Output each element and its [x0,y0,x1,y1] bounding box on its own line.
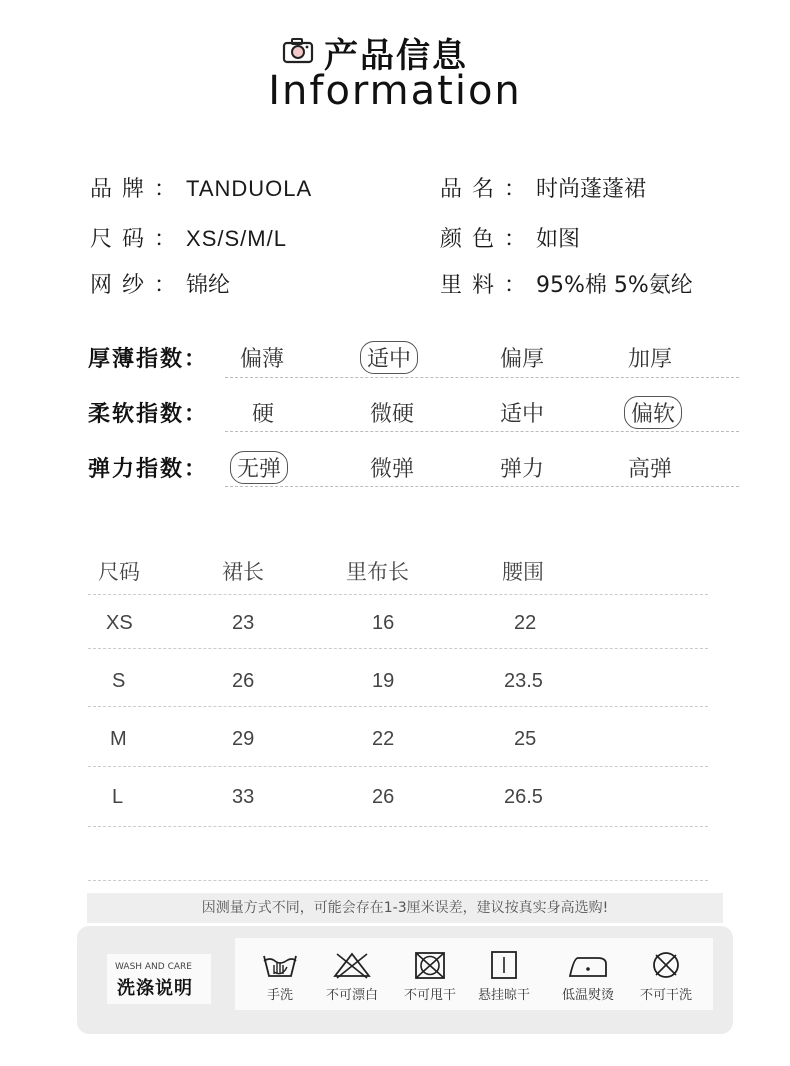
table-cell: 16 [372,612,395,634]
size-field [90,222,287,253]
lining-value: 95%棉 5%氨纶 [536,273,693,298]
scale-option: 硬 [252,402,275,427]
wash-care-title [107,954,211,1004]
wash-care-title-cn: 洗涤说明 [117,978,193,999]
care-item [317,950,387,1003]
divider [88,648,708,649]
scale-option: 适中 [500,402,545,427]
table-header: 裙长 [222,560,264,584]
table-cell: 19 [372,670,395,692]
divider [88,826,708,827]
brand-label: 品牌： [90,177,187,202]
wash-care-title-en: WASH AND CARE [115,962,192,972]
hand-wash-icon [245,950,315,980]
care-item [553,950,623,1003]
table-header: 尺码 [98,560,140,584]
color-field [440,222,580,253]
table-cell: 33 [232,786,255,808]
table-cell: 22 [372,728,395,750]
scale-option-selected: 偏软 [624,396,682,429]
care-item-label: 低温熨烫 [561,988,614,1003]
table-header: 腰围 [502,560,544,584]
table-cell: 26 [232,670,255,692]
care-item-label: 不可漂白 [325,988,378,1003]
lining-field [440,268,693,299]
color-value: 如图 [536,227,581,252]
scale-option-selected: 无弹 [230,451,288,484]
no-bleach-icon [317,950,387,980]
scale-option: 微弹 [370,457,415,482]
care-item-label: 不可甩干 [403,988,456,1003]
name-label: 品名： [440,177,537,202]
table-cell: 22 [514,612,537,634]
size-value: XS/S/M/L [186,226,287,251]
size-label: 尺码： [90,227,187,252]
wash-care-panel [77,926,733,1034]
scale-option: 高弹 [628,457,673,482]
scale-option: 偏薄 [240,347,285,372]
scale-label: 厚薄指数： [88,347,209,372]
mesh-field [90,268,230,299]
low-iron-icon [553,950,623,980]
care-item [631,950,701,1003]
scale-label: 弹力指数： [88,457,209,482]
camera-icon [282,36,314,68]
divider [88,594,708,595]
divider [225,486,739,487]
care-item [469,950,539,1003]
table-cell: 26.5 [504,786,543,808]
table-cell: 29 [232,728,255,750]
divider [225,431,739,432]
no-dry-clean-icon [631,950,701,980]
brand-value: TANDUOLA [186,176,313,201]
mesh-value: 锦纶 [186,273,231,298]
care-icons-row [235,938,713,1010]
page-title-en: Information [268,68,522,114]
table-cell: L [112,786,124,808]
table-cell: XS [106,612,133,634]
divider [88,766,708,767]
care-item [245,950,315,1003]
table-header: 里布长 [346,560,409,584]
table-cell: 23 [232,612,255,634]
no-tumble-dry-icon [395,950,465,980]
lining-label: 里料： [440,273,537,298]
care-item-label: 悬挂晾干 [477,988,530,1003]
table-cell: S [112,670,126,692]
divider [88,706,708,707]
scale-option-selected: 适中 [360,341,418,374]
scale-option: 微硬 [370,402,415,427]
scale-label: 柔软指数： [88,402,209,427]
line-dry-icon [469,950,539,980]
scale-option: 加厚 [628,347,673,372]
mesh-label: 网纱： [90,273,187,298]
divider [88,880,708,881]
divider [225,377,739,378]
brand-field [90,172,312,203]
scale-option: 弹力 [500,457,545,482]
name-field [440,172,646,203]
table-cell: 23.5 [504,670,543,692]
page-title-cn: 产品信息 [324,35,468,76]
measurement-notice: 因测量方式不同，可能会存在1-3厘米误差，建议按真实身高选购! [87,893,723,923]
care-item-label: 手洗 [266,988,293,1003]
care-item-label: 不可干洗 [639,988,692,1003]
name-value: 时尚蓬蓬裙 [536,177,647,202]
scale-option: 偏厚 [500,347,545,372]
table-cell: M [110,728,127,750]
table-cell: 25 [514,728,537,750]
care-item [395,950,465,1003]
color-label: 颜色： [440,227,537,252]
table-cell: 26 [372,786,395,808]
